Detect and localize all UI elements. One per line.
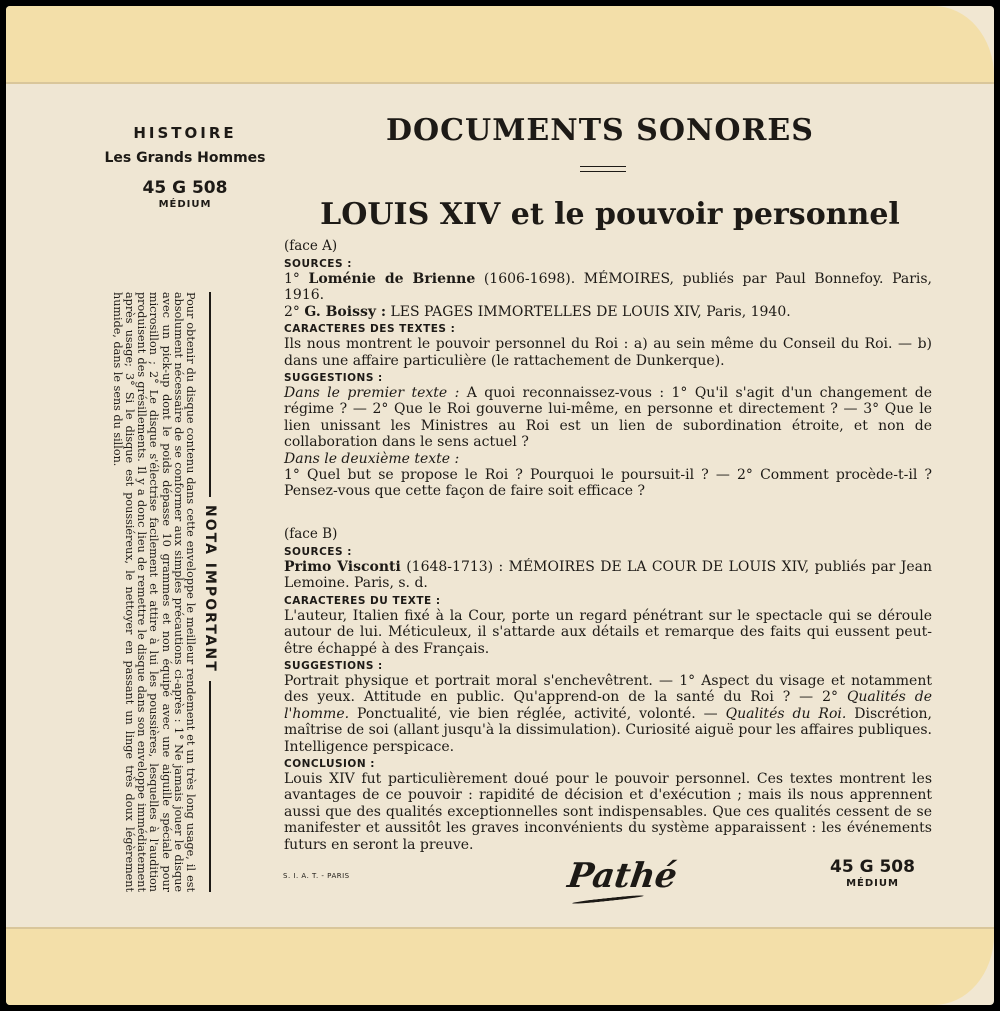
face-a-characters-label: CARACTERES DES TEXTES : <box>284 323 456 336</box>
suggestion-part-b: Ponctualité, vie bien réglée, activité, volonté. — <box>357 705 718 722</box>
left-header <box>90 124 280 210</box>
nota-rule-left <box>209 292 211 497</box>
printer-credit: S. I. A. T. - PARIS <box>283 872 350 880</box>
face-b-source <box>284 559 932 592</box>
pathe-logo: Pathé <box>565 856 680 896</box>
nota-important <box>102 292 220 892</box>
face-a-label: (face A) <box>284 238 338 254</box>
face-b-characters-text: L'auteur, Italien fixé à la Cour, porte un regard pénétrant sur le spectacle qui se déroule autour de lui. Méticuleux, il s'attarde aux détails et remarque des faits qui eussent peut-être échappé à des Français. <box>284 607 932 657</box>
nota-rule-right <box>209 681 211 892</box>
suggestion-part-c: Discrétion, maîtrise de soi (allant jusqu'à la dissimulation). Curiosité aiguë pour les affaires publiques. Intelligence perspicace. <box>284 705 932 755</box>
face-a-source-1 <box>284 271 932 304</box>
category-label: HISTOIRE <box>133 124 237 142</box>
source-2-author: G. Boissy : <box>304 303 387 320</box>
footer-catalog-number: 45 G 508 <box>830 857 915 877</box>
face-b-sources-label: SOURCES : <box>284 545 352 558</box>
sleeve-bottom-flap <box>6 927 994 1005</box>
sleeve-top-flap <box>6 6 994 84</box>
face-a-suggestion-2: 1° Quel but se propose le Roi ? Pourquoi le poursuit-il ? — 2° Comment procède-t-il ? Pensez-vous que cette façon de faire soit efficace ? <box>284 467 932 500</box>
suggestion-part-b-lead: Qualités de l'homme. <box>284 689 932 722</box>
speed-label: MÉDIUM <box>158 199 212 210</box>
face-a-suggestions-label: SUGGESTIONS : <box>284 372 383 385</box>
series-label: Les Grands Hommes <box>104 150 266 166</box>
face-b-source-author: Primo Visconti <box>284 558 401 575</box>
page-subtitle: LOUIS XIV et le pouvoir personnel <box>320 197 900 232</box>
source-1-detail: (1606-1698). MÉMOIRES, publiés par Paul Bonnefoy. Paris, 1916. <box>284 271 933 304</box>
source-2-num: 2° <box>284 303 300 320</box>
catalog-number: 45 G 508 <box>142 178 228 198</box>
face-b-suggestions-label: SUGGESTIONS : <box>284 659 383 672</box>
suggestion-1-text: A quoi reconnaissez-vous : 1° Qu'il s'agit d'un changement de régime ? — 2° Que le Roi gouverne lui-même, en personne et directement ? — 3° Que le lien unissant les Ministres au Roi est un lien de subordination étroite, et non de collaboration dans le sens actuel ? <box>284 385 932 451</box>
face-b-label: (face B) <box>284 525 338 542</box>
face-a-sources-label: SOURCES : <box>284 258 352 270</box>
face-b-conclusion-text: Louis XIV fut particulièrement doué pour le pouvoir personnel. Ces textes montrent les avantages de ce pouvoir : rapidité de décision et d'exécution ; mais ils nous apprennent aussi que des qualités exceptionnelles sont indispensables. Que ces qualités cessent de se manifester et aussitôt les graves inconvénients du système apparaissent : les événements futurs en seront la preuve. <box>284 770 932 853</box>
source-1-author: Loménie de Brienne <box>308 271 476 287</box>
footer-speed-label: MÉDIUM <box>846 878 899 889</box>
face-a-characters-text: Ils nous montrent le pouvoir personnel du Roi : a) au sein même du Conseil du Roi. — b) dans une affaire particulière (le rattachement de Dunkerque). <box>284 336 932 369</box>
source-1-num: 1° <box>284 271 300 287</box>
suggestion-1-lead: Dans le premier texte : <box>284 385 460 402</box>
face-b-suggestions-text <box>284 673 932 755</box>
source-2-detail: LES PAGES IMMORTELLES DE LOUIS XIV, Paris, 1940. <box>390 303 791 320</box>
face-a-suggestion-2-lead <box>284 451 932 467</box>
face-a-suggestion-1 <box>284 385 932 451</box>
main-text <box>284 238 932 853</box>
nota-title: NOTA IMPORTANT <box>202 505 218 673</box>
nota-text: Pour obtenir du disque contenu dans cette enveloppe le meilleur rendement et un très long usage, il est absolument nécessaire de se conformer aux simples précautions ci-après : 1° Ne jamais jouer le disque avec un pick-up dont le poids dépasse 10 grammes et non équipé avec une aiguille spéciale pour microsillon ; 2° Le disque s'électrise facilement et attire à lui les poussières, lesquelles à l'audition produisent des grésillements. Il y a donc lieu de remettre le disque dans son enveloppe immédiatement après usage; 3° Si le disque est poussiéreux, le nettoyer en passant un linge très doux légèrement humide, dans le sens du sillon. <box>110 292 197 892</box>
page-title: DOCUMENTS SONORES <box>386 113 814 148</box>
face-a-source-2 <box>284 304 932 320</box>
face-b-conclusion-label: CONCLUSION : <box>284 757 376 770</box>
nota-heading <box>200 292 220 892</box>
face-b-characters-label: CARACTERES DU TEXTE : <box>284 594 441 607</box>
suggestion-part-c-lead: Qualités du Roi. <box>725 705 847 722</box>
face-b-source-detail: (1648-1713) : MÉMOIRES DE LA COUR DE LOUIS XIV, publiés par Jean Lemoine. Paris, s. d. <box>284 558 933 592</box>
title-divider <box>580 166 626 172</box>
footer-catalog <box>780 857 965 889</box>
suggestion-2-lead: Dans le deuxième texte : <box>284 450 460 467</box>
face-spacer <box>284 500 932 526</box>
suggestion-part-a: Portrait physique et portrait moral s'enchevêtrent. — 1° Aspect du visage et notamment des yeux. Attitude en public. Qu'apprend-on de la santé du Roi ? — 2° <box>284 672 932 706</box>
